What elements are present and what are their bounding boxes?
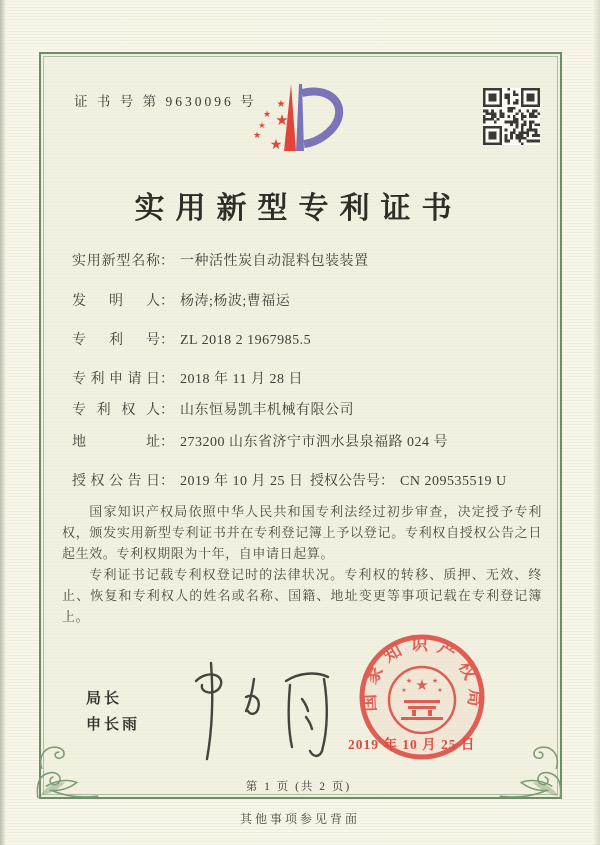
field-patent-number (72, 329, 311, 349)
legal-text-block (62, 501, 542, 627)
colon: ： (160, 294, 174, 309)
svg-text:★: ★ (262, 110, 272, 120)
colon: ： (160, 474, 174, 489)
legal-paragraph-2: 专利证书记载专利权登记时的法律状况。专利权的转移、质押、无效、终止、恢复和专利权人的姓名或名称、国籍、地址变更等事项记载在专利登记簿上。 (62, 567, 542, 624)
scan-edge-shadow-left (0, 0, 6, 845)
field-label: 授权公告号 (310, 474, 380, 489)
colon: ： (160, 333, 174, 348)
director-name: 申长雨 (86, 716, 141, 733)
field-value: 一种活性炭自动混料包装装置 (180, 254, 369, 269)
scan-edge-shadow-right (593, 0, 600, 845)
svg-text:★: ★ (276, 99, 286, 110)
seal-date: 2019 年 10 月 25 日 (348, 737, 476, 752)
svg-text:★: ★ (437, 687, 443, 694)
see-back-note: 其他事项参见背面 (239, 812, 360, 826)
field-grant-number (310, 470, 507, 490)
field-value: 2019 年 10 月 25 日 (180, 474, 304, 489)
logo-stars (253, 99, 289, 153)
seal-ring-text: 国家知识产权局 (358, 633, 486, 716)
legal-paragraph-1: 国家知识产权局依照中华人民共和国专利法经过初步审查，决定授予专利权，颁发实用新型专利证书并在专利登记簿上予以登记。专利权自授权公告之日起生效。专利权期限为十年，自申请日起算。 (62, 504, 542, 561)
svg-text:★: ★ (269, 137, 283, 153)
field-value: ZL 2018 2 1967985.5 (180, 333, 312, 348)
colon: ： (160, 403, 174, 418)
field-inventors (72, 290, 290, 310)
svg-text:★: ★ (401, 687, 407, 694)
svg-text:★: ★ (258, 121, 266, 130)
field-label: 授权公告日 (72, 474, 160, 489)
svg-text:★: ★ (405, 677, 413, 685)
field-address (72, 431, 448, 451)
field-patentee (72, 399, 354, 419)
svg-text:★: ★ (431, 677, 439, 685)
cnipa-logo-icon (238, 70, 390, 176)
field-label: 地 址 (72, 435, 160, 450)
field-value: CN 209535519 U (400, 474, 507, 489)
certificate-title: 实用新型专利证书 (134, 192, 463, 225)
svg-text:★: ★ (252, 131, 262, 141)
field-value: 杨涛;杨波;曹福运 (180, 294, 291, 309)
field-value: 山东恒易凯丰机械有限公司 (180, 403, 354, 418)
qr-code-icon (483, 88, 540, 145)
field-label: 专 利 权 人 (72, 403, 160, 418)
field-label: 发 明 人 (72, 294, 160, 309)
colon: ： (380, 474, 394, 489)
director-signature-icon (158, 655, 338, 767)
field-value: 2018 年 11 月 28 日 (180, 372, 303, 387)
field-label: 实用新型名称 (72, 254, 160, 269)
field-filing-date (72, 368, 303, 388)
colon: ： (160, 372, 174, 387)
page-number: 第 1 页 (共 2 页) (245, 781, 352, 793)
field-grant-date (72, 470, 507, 490)
field-utility-model-name (72, 250, 369, 270)
colon: ： (160, 435, 174, 450)
field-value: 273200 山东省济宁市泗水县泉福路 024 号 (180, 435, 448, 450)
certificate-number: 证 书 号 第 9630096 号 (74, 94, 257, 109)
svg-text:★: ★ (415, 676, 429, 694)
field-label: 专利申请日 (72, 372, 160, 387)
field-label: 专 利 号 (72, 333, 160, 348)
director-title: 局长 (86, 690, 123, 707)
svg-text:★: ★ (275, 111, 289, 129)
colon: ： (160, 254, 174, 269)
